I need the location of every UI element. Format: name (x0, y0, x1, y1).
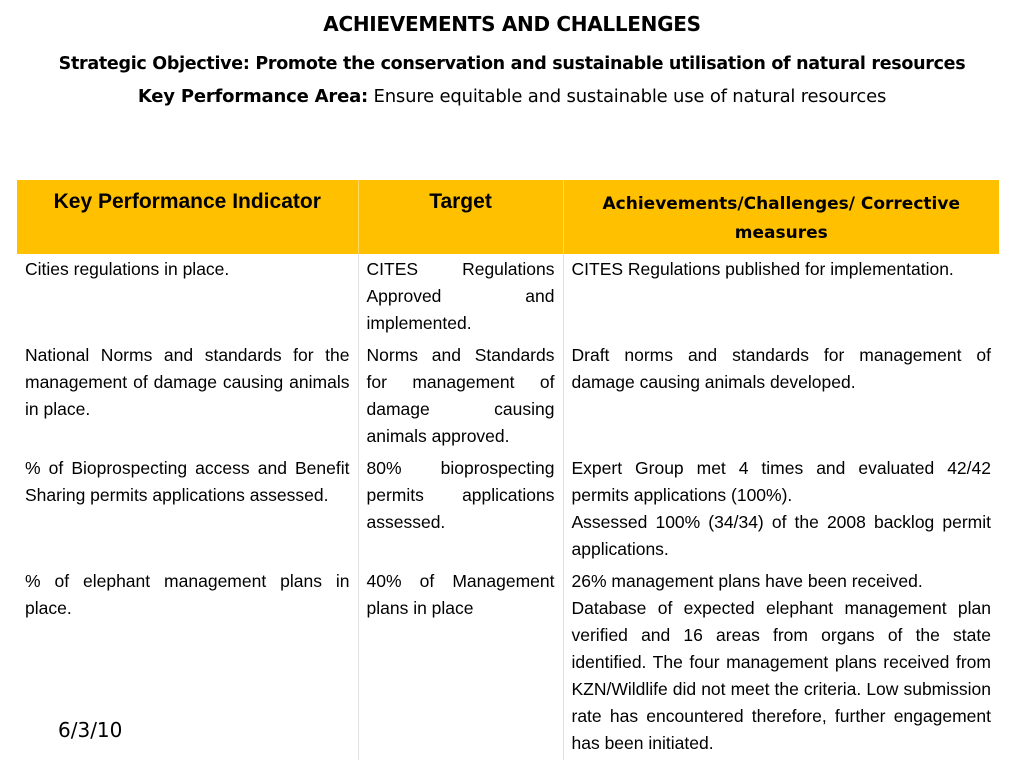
column-header-kpi: Key Performance Indicator (17, 180, 358, 254)
table-row (17, 254, 999, 340)
achievements-cell (563, 453, 999, 566)
column-header-achievements: Achievements/Challenges/ Corrective measures (563, 180, 999, 254)
table-row (17, 340, 999, 453)
target-cell: Norms and Standards for management of damage causing animals approved. (358, 340, 563, 453)
slide-header (0, 10, 1024, 112)
column-header-target: Target (358, 180, 563, 254)
achievement-text: Expert Group met 4 times and evaluated 42/42 permits applications (100%). (571, 458, 991, 505)
achievements-cell (563, 254, 999, 340)
key-performance-area (0, 82, 1024, 112)
target-cell: 80% bioprospecting permits applications assessed. (358, 453, 563, 566)
slide-date: 6/3/10 (58, 718, 123, 742)
table-row (17, 566, 999, 760)
achievement-text: 26% management plans have been received. (571, 571, 923, 591)
kpa-text: Ensure equitable and sustainable use of natural resources (368, 86, 887, 107)
strategic-objective: Strategic Objective: Promote the conservation and sustainable utilisation of natural resources (58, 54, 966, 74)
kpi-table (17, 180, 999, 760)
table-row (17, 453, 999, 566)
indicator-cell: % of elephant management plans in place. (17, 566, 358, 760)
kpa-label: Key Performance Area: (137, 86, 369, 107)
achievement-text: Assessed 100% (34/34) of the 2008 backlog permit applications. (571, 512, 991, 559)
target-cell: 40% of Management plans in place (358, 566, 563, 760)
indicator-cell: % of Bioprospecting access and Benefit Sharing permits applications assessed. (17, 453, 358, 566)
target-cell: CITES Regulations Approved and implemented. (358, 254, 563, 340)
indicator-cell: Cities regulations in place. (17, 254, 358, 340)
achievements-cell (563, 566, 999, 760)
table-header-row (17, 180, 999, 254)
achievement-text: CITES Regulations published for implementation. (571, 259, 954, 279)
slide-title: ACHIEVEMENTS AND CHALLENGES (323, 12, 701, 36)
achievement-text: Draft norms and standards for management of damage causing animals developed. (571, 345, 991, 392)
achievements-cell (563, 340, 999, 453)
achievement-text: Database of expected elephant management plan verified and 16 areas from organs of the state identified. The four management plans received from KZN/Wildlife did not meet the criteria. Low submission rate has encountered therefore, further engagement has been initiated. (571, 598, 991, 753)
indicator-cell: National Norms and standards for the management of damage causing animals in place. (17, 340, 358, 453)
